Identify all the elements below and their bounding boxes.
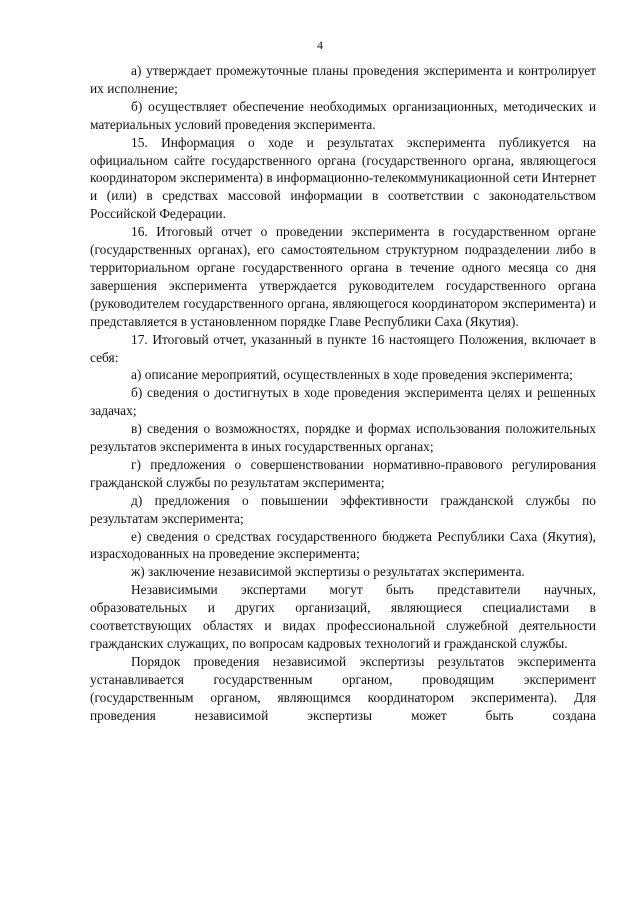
paragraph-independent-experts: Независимыми экспертами могут быть представители научных, образовательных и других организаций, являющиеся специалистами в соответствующих областях и видах профессиональной служебной деятельности гражданских служащих, по вопросам кадровых технологий и гражданской службы.	[90, 582, 596, 651]
list-item-e: е) сведения о средствах государственного бюджета Республики Саха (Якутия), израсходованных на проведение эксперимента;	[90, 528, 596, 562]
list-item-a: а) описание мероприятий, осуществленных в ходе проведения эксперимента;	[131, 367, 573, 383]
page-number: 4	[317, 38, 323, 52]
paragraph-16-final-report: 16. Итоговый отчет о проведении эксперимента в государственном органе (государственных органах), его самостоятельном структурном подразделении либо в территориальном органе государственного органа в течение одного месяца со дня завершения эксперимента утверждается руководителем государственного органа (руководителем государственного органа, являющегося координатором эксперимента) и представляется в установленном порядке Главе Республики Саха (Якутия).	[90, 224, 596, 329]
list-item-zh: ж) заключение независимой экспертизы о результатах эксперимента.	[131, 564, 525, 580]
paragraph-17-report-contents: 17. Итоговый отчет, указанный в пункте 16 настоящего Положения, включает в себя:	[90, 331, 596, 365]
paragraph-a-approve-plans: а) утверждает промежуточные планы проведения эксперимента и контролирует их исполнение;	[90, 63, 596, 96]
list-item-d: д) предложения о повышении эффективности гражданской службы по результатам эксперимента;	[90, 492, 596, 526]
paragraph-15-publication: 15. Информация о ходе и результатах эксперимента публикуется на официальном сайте государственного органа (государственного органа, являющегося координатором эксперимента) в информационно-телекоммуникационной сети Интернет и (или) в средствах массовой информации в соответствии с законодательством Российской Федерации.	[90, 134, 596, 222]
paragraph-expertise-procedure: Порядок проведения независимой экспертизы результатов эксперимента устанавливается государственным органом, проводящим эксперимент (государственным органом, являющимся координатором эксперимента). Для проведения независимой экспертизы может быть создана	[90, 653, 596, 723]
list-item-g: г) предложения о совершенствовании нормативно-правового регулирования гражданской службы по результатам эксперимента;	[90, 456, 596, 490]
document-body	[90, 62, 596, 725]
paragraph-b-provide-conditions: б) осуществляет обеспечение необходимых организационных, методических и материальных условий проведения эксперимента.	[90, 98, 596, 132]
list-item-b: б) сведения о достигнутых в ходе проведения эксперимента целях и решенных задачах;	[90, 385, 596, 419]
list-item-v: в) сведения о возможностях, порядке и формах использования положительных результатов эксперимента в иных государственных органах;	[90, 421, 596, 455]
